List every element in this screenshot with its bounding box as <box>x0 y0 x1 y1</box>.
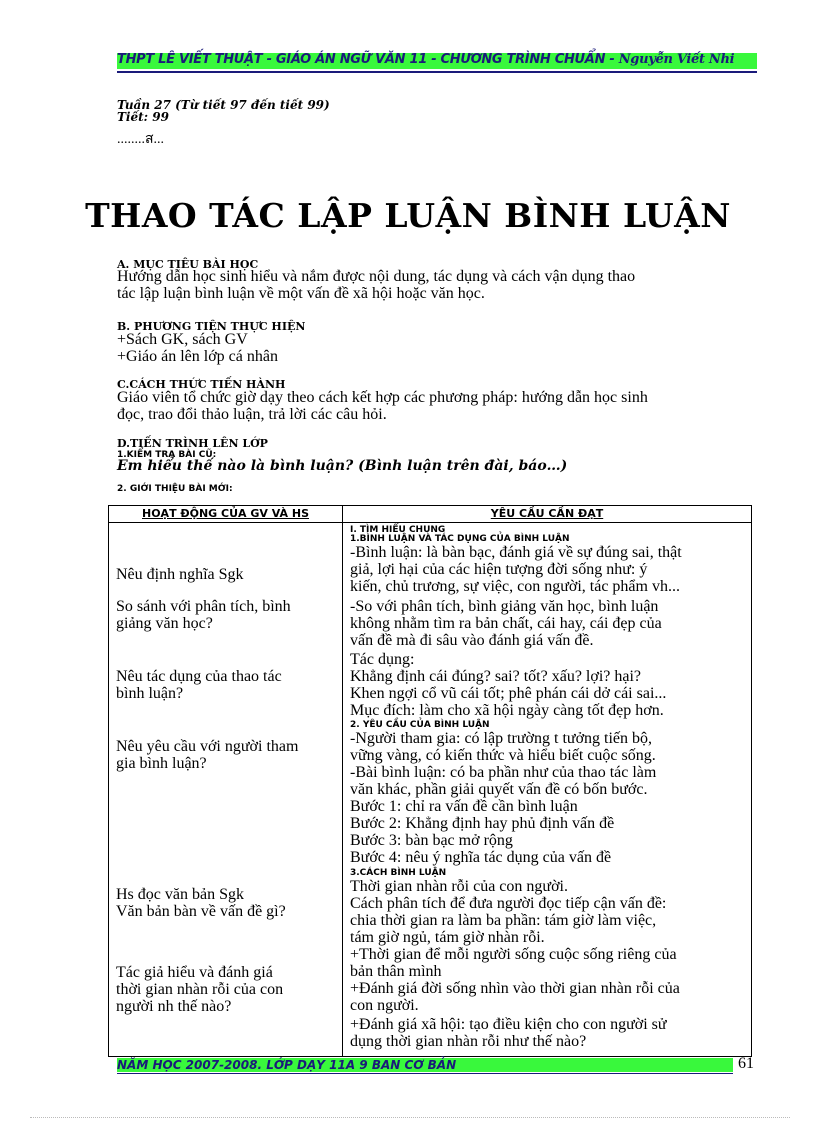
page-header <box>117 52 757 67</box>
right-line: +Thời gian để mỗi người sống cuộc sống riêng của <box>350 946 677 963</box>
section-a-heading: A. MỤC TIÊU BÀI HỌC <box>117 258 259 271</box>
section-d-sub-1: 1.KIỂM TRA BÀI CŨ: <box>117 450 217 460</box>
right-line: kiến, chủ trương, sự việc, con người, tác phẩm vh... <box>350 578 680 595</box>
section-c-line-1: Giáo viên tổ chức giờ dạy theo cách kết hợp các phương pháp: hướng dẫn học sinh <box>117 389 648 406</box>
right-line: vấn đề mà đi sâu vào đánh giá vấn đề. <box>350 632 594 649</box>
right-line: giả, lợi hại của các hiện tượng đời sống như: ý <box>350 561 648 578</box>
section-b-line-1: +Sách GK, sách GV <box>117 331 248 348</box>
right-line: -Bài bình luận: có ba phần như của thao tác làm <box>350 764 657 781</box>
page-bottom-divider <box>30 1117 790 1118</box>
subheading-overview: I. TÌM HIỂU CHUNG <box>350 525 446 535</box>
requirements-cell <box>343 523 752 1057</box>
right-line: Bước 2: Khẳng định hay phủ định vấn đề <box>350 815 615 832</box>
footer-rule <box>117 1073 733 1074</box>
left-item: Nêu định nghĩa Sgk <box>116 566 244 583</box>
ornament: ........ส... <box>117 132 165 147</box>
right-line: bản thân mình <box>350 963 442 980</box>
section-d-heading: D.TIẾN TRÌNH LÊN LỚP <box>117 437 268 450</box>
col-header-activities: HOẠT ĐỘNG CỦA GV VÀ HS <box>109 506 343 523</box>
lesson-table <box>108 505 752 1057</box>
section-c-line-2: đọc, trao đổi thảo luận, trả lời các câu hỏi. <box>117 406 387 423</box>
header-rule <box>117 71 757 73</box>
right-line: Khẳng định cái đúng? sai? tốt? xấu? lợi? hại? <box>350 668 642 685</box>
right-line: Bước 1: chỉ ra vấn đề cần bình luận <box>350 798 578 815</box>
left-item: gia bình luận? <box>116 755 207 772</box>
right-line: Thời gian nhàn rỗi của con người. <box>350 878 568 895</box>
subheading-definition: 1.BÌNH LUẬN VÀ TÁC DỤNG CỦA BÌNH LUẬN <box>350 534 570 544</box>
page-number: 61 <box>738 1055 754 1072</box>
review-question: Em hiểu thế nào là bình luận? (Bình luận trên đài, báo…) <box>117 458 568 474</box>
section-a-line-2: tác lập luận bình luận về một vấn đề xã hội hoặc văn học. <box>117 285 485 302</box>
left-item: giảng văn học? <box>116 615 213 632</box>
right-line: vững vàng, có kiến thức và hiểu biết cuộc sống. <box>350 747 656 764</box>
right-line: Tác dụng: <box>350 651 415 668</box>
left-item: bình luận? <box>116 685 184 702</box>
right-line: -Người tham gia: có lập trường t tưởng tiến bộ, <box>350 730 653 747</box>
right-line: Mục đích: làm cho xã hội ngày càng tốt đẹp hơn. <box>350 702 664 719</box>
right-line: con người. <box>350 997 419 1014</box>
right-line: văn khác, phần giải quyết vấn đề có bốn bước. <box>350 781 648 798</box>
right-line: không nhằm tìm ra bản chất, cái hay, cái đẹp của <box>350 615 662 632</box>
table-row <box>109 523 752 1057</box>
right-line: +Đánh giá đời sống nhìn vào thời gian nhàn rỗi của <box>350 980 680 997</box>
lesson-number: Tiết: 99 <box>117 110 169 124</box>
section-b-heading: B. PHƯƠNG TIỆN THỰC HIỆN <box>117 320 306 333</box>
right-line: Cách phân tích để đưa người đọc tiếp cận vấn đề: <box>350 895 667 912</box>
right-line: dụng thời gian nhàn rỗi như thế nào? <box>350 1033 587 1050</box>
subheading-requirements: 2. YÊU CẦU CỦA BÌNH LUẬN <box>350 720 490 730</box>
table-header-row <box>109 506 752 523</box>
right-line: +Đánh giá xã hội: tạo điều kiện cho con người sử <box>350 1016 667 1033</box>
page-title: THAO TÁC LẬP LUẬN BÌNH LUẬN <box>85 196 731 235</box>
right-line: -So với phân tích, bình giảng văn học, bình luận <box>350 598 659 615</box>
header-text: THPT LÊ VIẾT THUẬT - GIÁO ÁN NGỮ VĂN 11 - CHƯƠNG TRÌNH CHUẨN - <box>117 52 615 67</box>
section-b-line-2: +Giáo án lên lớp cá nhân <box>117 348 278 365</box>
left-item: Nêu tác dụng của thao tác <box>116 668 282 685</box>
left-item: Hs đọc văn bản Sgk <box>116 886 244 903</box>
left-item: Văn bản bàn về vấn đề gì? <box>116 903 286 920</box>
left-item: So sánh với phân tích, bình <box>116 598 291 615</box>
right-line: chia thời gian ra làm ba phần: tám giờ làm việc, <box>350 912 657 929</box>
col-header-requirements: YÊU CẦU CẦN ĐẠT <box>343 506 752 523</box>
author-signature: Nguyễn Viết Nhi <box>618 52 735 67</box>
left-item: người nh thế nào? <box>116 998 232 1015</box>
right-line: Khen ngợi cổ vũ cái tốt; phê phán cái dở cái sai... <box>350 685 667 702</box>
left-item: Tác giả hiểu và đánh giá <box>116 964 273 981</box>
section-a-line-1: Hướng dẫn học sinh hiểu và nắm được nội dung, tác dụng và cách vận dụng thao <box>117 268 636 285</box>
right-line: tám giờ ngủ, tám giờ nhàn rỗi. <box>350 929 545 946</box>
left-item: thời gian nhàn rỗi của con <box>116 981 284 998</box>
page-footer: NĂM HỌC 2007-2008. LỚP DẠY 11A 9 BAN CƠ BẢN <box>117 1058 457 1072</box>
right-line: -Bình luận: là bàn bạc, đánh giá về sự đúng sai, thật <box>350 544 682 561</box>
week-info: Tuần 27 (Từ tiết 97 đến tiết 99) <box>117 98 330 112</box>
right-line: Bước 3: bàn bạc mở rộng <box>350 832 513 849</box>
activities-cell <box>109 523 343 1057</box>
left-item: Nêu yêu cầu với người tham <box>116 738 299 755</box>
section-d-sub-2: 2. GIỚI THIỆU BÀI MỚI: <box>117 484 233 494</box>
subheading-method: 3.CÁCH BÌNH LUẬN <box>350 868 447 878</box>
section-c-heading: C.CÁCH THỨC TIẾN HÀNH <box>117 378 286 391</box>
right-line: Bước 4: nêu ý nghĩa tác dụng của vấn đề <box>350 849 612 866</box>
